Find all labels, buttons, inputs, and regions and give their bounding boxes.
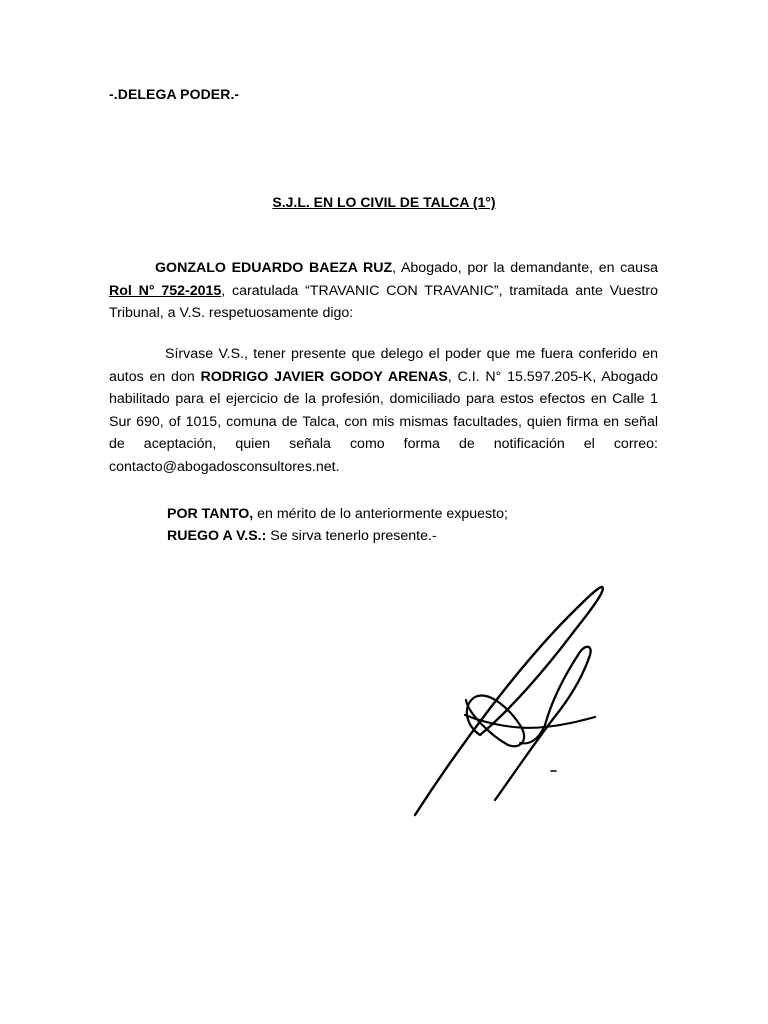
delegation-text-2: , C.I. N° 15.597.205-K, Abogado habilitado para el ejercicio de la profesión, domiciliado para estos efectos en Calle 1 Sur 690, of 1015, comuna de Talca, con mis mismas facultades, quien firma en señal de aceptación, quien señala como forma de notificación el correo: contacto@abogadosconsultores.net.	[109, 368, 659, 475]
intro-paragraph	[109, 257, 658, 325]
lawyer-name: GONZALO EDUARDO BAEZA RUZ	[155, 260, 393, 276]
delegation-paragraph	[109, 343, 658, 478]
por-tanto-line	[167, 506, 508, 522]
por-tanto-label: POR TANTO,	[167, 506, 254, 522]
ruego-text: Se sirva tenerlo presente.-	[266, 528, 437, 544]
delegation-text-1: Sírvase V.S., tener presente que delego el poder que me fuera conferido en autos en don	[109, 346, 658, 385]
case-number: Rol N° 752-2015	[109, 282, 222, 299]
court-title	[0, 194, 768, 210]
intro-text-2: , caratulada “TRAVANIC CON TRAVANIC”, tramitada ante Vuestro Tribunal, a V.S. respetuosamente digo:	[109, 282, 658, 321]
ruego-label: RUEGO A V.S.:	[167, 528, 267, 544]
court-title-text: S.J.L. EN LO CIVIL DE TALCA (1°)	[272, 194, 496, 210]
handwritten-signature	[370, 575, 670, 835]
document-heading: -.DELEGA PODER.-	[109, 86, 240, 102]
ruego-line	[167, 528, 437, 544]
intro-text-1: , Abogado, por la demandante, en causa	[392, 260, 659, 276]
delegate-name: RODRIGO JAVIER GODOY ARENAS	[200, 368, 448, 385]
por-tanto-text: en mérito de lo anteriormente expuesto;	[253, 506, 508, 522]
